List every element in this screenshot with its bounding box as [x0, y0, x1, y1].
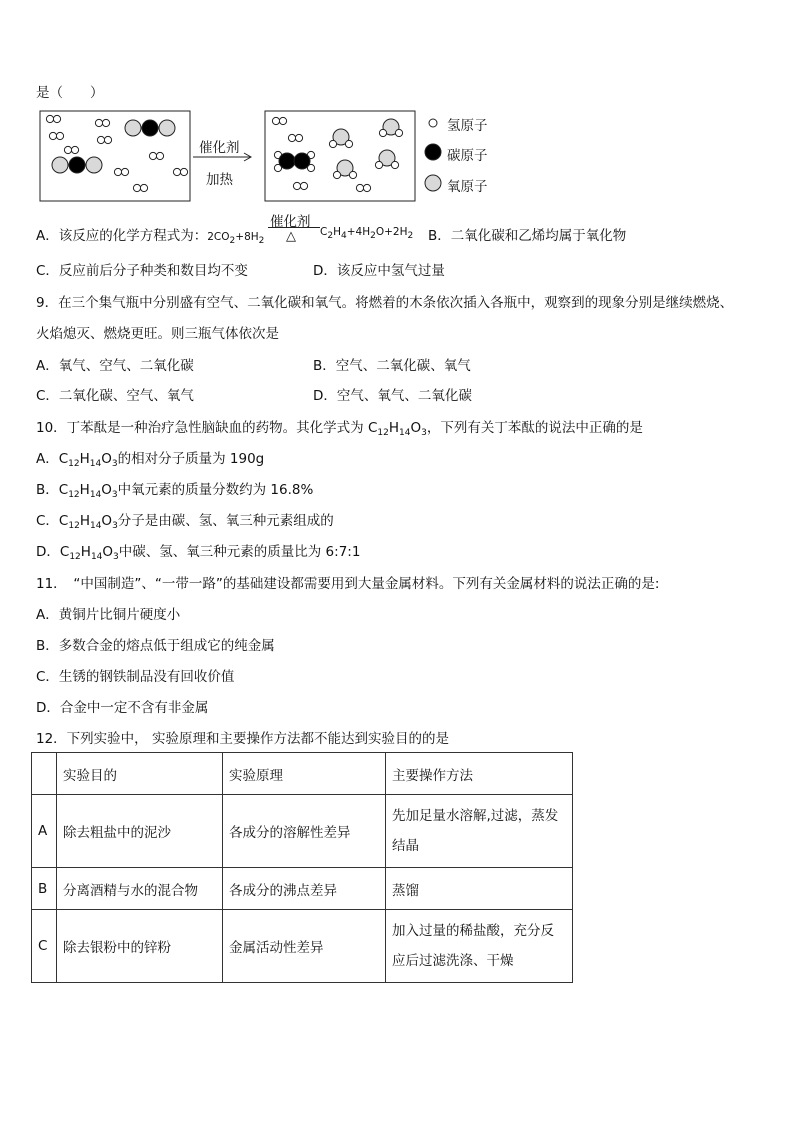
table-header-cell: 实验目的 — [57, 753, 223, 795]
legend-carbon-label: 碳原子 — [447, 148, 488, 164]
q11-option-d: D．合金中一定不含有非金属 — [36, 700, 209, 716]
q10-option-c: C．$C_{12}H_{14}O_3$分子是由碳、氢、氧三种元素组成的 — [36, 513, 334, 531]
q9-option-b: B．空气、二氧化碳、氧气 — [313, 358, 471, 374]
reaction-diagram — [0, 0, 794, 210]
q8-option-b: B．二氧化碳和乙烯均属于氧化物 — [428, 228, 627, 244]
table-cell — [386, 795, 573, 868]
catalyst-label: 催化剂 — [199, 140, 240, 156]
q9-option-d: D．空气、氧气、二氧化碳 — [313, 388, 472, 404]
table-header-cell: 实验原理 — [223, 753, 386, 795]
question-stem-tail: 是（ ） — [36, 85, 104, 101]
q11-option-c: C．生锈的钢铁制品没有回收价值 — [36, 669, 235, 685]
table-cell: B — [32, 868, 57, 910]
table-cell: 除去粗盐中的泥沙 — [57, 795, 223, 868]
method-line: 先加足量水溶解,过滤，蒸发 — [392, 808, 559, 824]
table-header-cell — [32, 753, 57, 795]
table-cell: 各成分的溶解性差异 — [223, 795, 386, 868]
equation-bar — [268, 227, 320, 228]
carbon-legend-symbol — [425, 144, 441, 160]
method-line: 结晶 — [392, 838, 419, 854]
table-cell: A — [32, 795, 57, 868]
q10-stem: 10．丁苯酞是一种治疗急性脑缺血的药物。其化学式为 $C_{12}H_{14}O_3$，下列有关丁苯酞的说法中正确的是 — [36, 420, 643, 438]
method-line: 加入过量的稀盐酸，充分反 — [392, 923, 554, 939]
q11-option-b: B．多数合金的熔点低于组成它的纯金属 — [36, 638, 275, 654]
heat-label: 加热 — [206, 172, 233, 188]
q11-option-a: A．黄铜片比铜片硬度小 — [36, 607, 181, 623]
q12-stem: 12．下列实验中， 实验原理和主要操作方法都不能达到实验目的的是 — [36, 731, 449, 747]
q10-option-d: D．$C_{12}H_{14}O_3$中碳、氢、氧三种元素的质量比为 6:7:1 — [36, 544, 361, 562]
q9-stem-line2: 火焰熄灭、燃烧更旺。则三瓶气体依次是 — [36, 326, 279, 342]
table-cell: 分离酒精与水的混合物 — [57, 868, 223, 910]
oxygen-legend-symbol — [425, 175, 441, 191]
q9-stem-line1: 9．在三个集气瓶中分别盛有空气、二氧化碳和氧气。将燃着的木条依次插入各瓶中，观察到的现象分别是继续燃烧、 — [36, 295, 734, 311]
equation-products: $C_2H_4+4H_2O+2H_2$ — [320, 226, 414, 241]
q9-option-c: C．二氧化碳、空气、氧气 — [36, 388, 194, 404]
q11-stem: 11． “中国制造”、“一带一路”的基础建设都需要用到大量金属材料。下列有关金属材料的说法正确的是: — [36, 576, 660, 592]
table-cell: C — [32, 910, 57, 983]
table-row — [32, 795, 573, 868]
table-cell: 除去银粉中的锌粉 — [57, 910, 223, 983]
q10-option-b: B．$C_{12}H_{14}O_3$中氧元素的质量分数约为 16.8% — [36, 482, 314, 500]
table-header-cell: 主要操作方法 — [386, 753, 573, 795]
table-cell: 蒸馏 — [386, 868, 573, 910]
table-cell — [386, 910, 573, 983]
q9-option-a: A．氧气、空气、二氧化碳 — [36, 358, 194, 374]
q8-option-d: D．该反应中氢气过量 — [313, 263, 445, 279]
q10-option-a: A．$C_{12}H_{14}O_3$的相对分子质量为 190g — [36, 451, 265, 469]
equation-condition-bottom: △ — [286, 229, 296, 244]
q8-option-a: A．该反应的化学方程式为：$2CO_2+8H_2$ — [36, 228, 265, 246]
table-row — [32, 910, 573, 983]
legend-hydrogen-label: 氢原子 — [447, 118, 488, 134]
table-header-row — [32, 753, 573, 795]
method-line: 应后过滤洗涤、干燥 — [392, 953, 514, 969]
hydrogen-legend-symbol — [429, 119, 437, 127]
table-cell: 金属活动性差异 — [223, 910, 386, 983]
table-row — [32, 868, 573, 910]
equation-condition-top: 催化剂 — [270, 214, 311, 230]
legend-oxygen-label: 氧原子 — [447, 179, 488, 195]
experiment-table — [31, 752, 573, 983]
q8-option-c: C．反应前后分子种类和数目均不变 — [36, 263, 248, 279]
table-cell: 各成分的沸点差异 — [223, 868, 386, 910]
